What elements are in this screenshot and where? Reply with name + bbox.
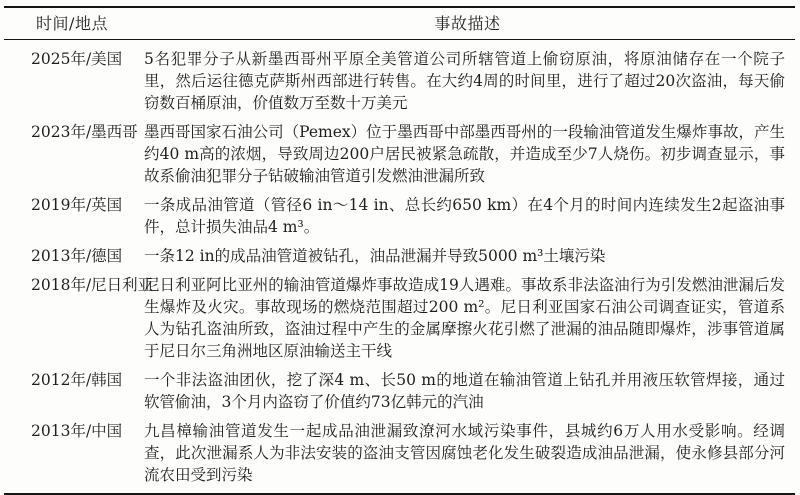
row-time-location: 2019年/英国 bbox=[31, 195, 123, 214]
table-row bbox=[4, 416, 795, 489]
row-description: 墨西哥国家石油公司（Pemex）位于墨西哥中部墨西哥州的一段输油管道发生爆炸事故，产生约40 m高的浓烟，导致周边200户居民被紧急疏散，并造成至少7人烧伤。初步调查显示，事故系偷油犯罪分子钻破输油管道引发燃油泄漏所致 bbox=[144, 122, 785, 185]
table-row bbox=[4, 190, 795, 241]
row-description: 一条成品油管道（管径6 in～14 in、总长约650 km）在4个月的时间内连续发生2起盗油事件，总计损失油品4 m³。 bbox=[144, 195, 785, 236]
row-time-location: 2025年/美国 bbox=[31, 49, 123, 68]
row-time-location: 2012年/韩国 bbox=[31, 370, 123, 389]
incidents-table bbox=[4, 6, 795, 495]
table-header bbox=[4, 8, 795, 40]
table-body bbox=[4, 40, 795, 493]
row-description: 尼日利亚阿比亚州的输油管道爆炸事故造成19人遇难。事故系非法盗油行为引发燃油泄漏后发生爆炸及火灾。事故现场的燃烧范围超过200 m²。尼日利亚国家石油公司调查证实，管道系人为钻孔盗油所致，盗油过程中产生的金属摩擦火花引燃了泄漏的油品随即爆炸，涉事管道属于尼日尔三角洲地区原油输送主干线 bbox=[144, 275, 785, 360]
table-row bbox=[4, 44, 795, 117]
table-row bbox=[4, 241, 795, 270]
header-cell-time-location: 时间/地点 bbox=[36, 14, 108, 33]
row-description: 一条12 in的成品油管道被钻孔，油品泄漏并导致5000 m³土壤污染 bbox=[144, 246, 606, 265]
row-time-location: 2013年/德国 bbox=[31, 246, 123, 265]
table-row bbox=[4, 365, 795, 416]
row-time-location: 2013年/中国 bbox=[31, 421, 123, 440]
row-description: 一个非法盗油团伙，挖了深4 m、长50 m的地道在输油管道上钻孔并用液压软管焊接，通过软管偷油，3个月内盗窃了价值约73亿韩元的汽油 bbox=[144, 370, 785, 411]
row-description: 5名犯罪分子从新墨西哥州平原全美管道公司所辖管道上偷窃原油，将原油储存在一个院子里，然后运往德克萨斯州西部进行转售。在大约4周的时间里，进行了超过20次盗油，每天偷窃数百桶原油，价值数万至数十万美元 bbox=[144, 49, 785, 112]
table-row bbox=[4, 270, 795, 365]
row-description: 九昌樟输油管道发生一起成品油泄漏致潦河水域污染事件，县城约6万人用水受影响。经调查，此次泄漏系人为非法安装的盗油支管因腐蚀老化发生破裂造成油品泄漏，使永修县部分河流农田受到污染 bbox=[144, 421, 785, 484]
header-cell-description: 事故描述 bbox=[434, 14, 501, 33]
row-time-location: 2023年/墨西哥 bbox=[31, 122, 138, 141]
table-row bbox=[4, 117, 795, 190]
row-time-location: 2018年/尼日利亚 bbox=[31, 275, 154, 294]
